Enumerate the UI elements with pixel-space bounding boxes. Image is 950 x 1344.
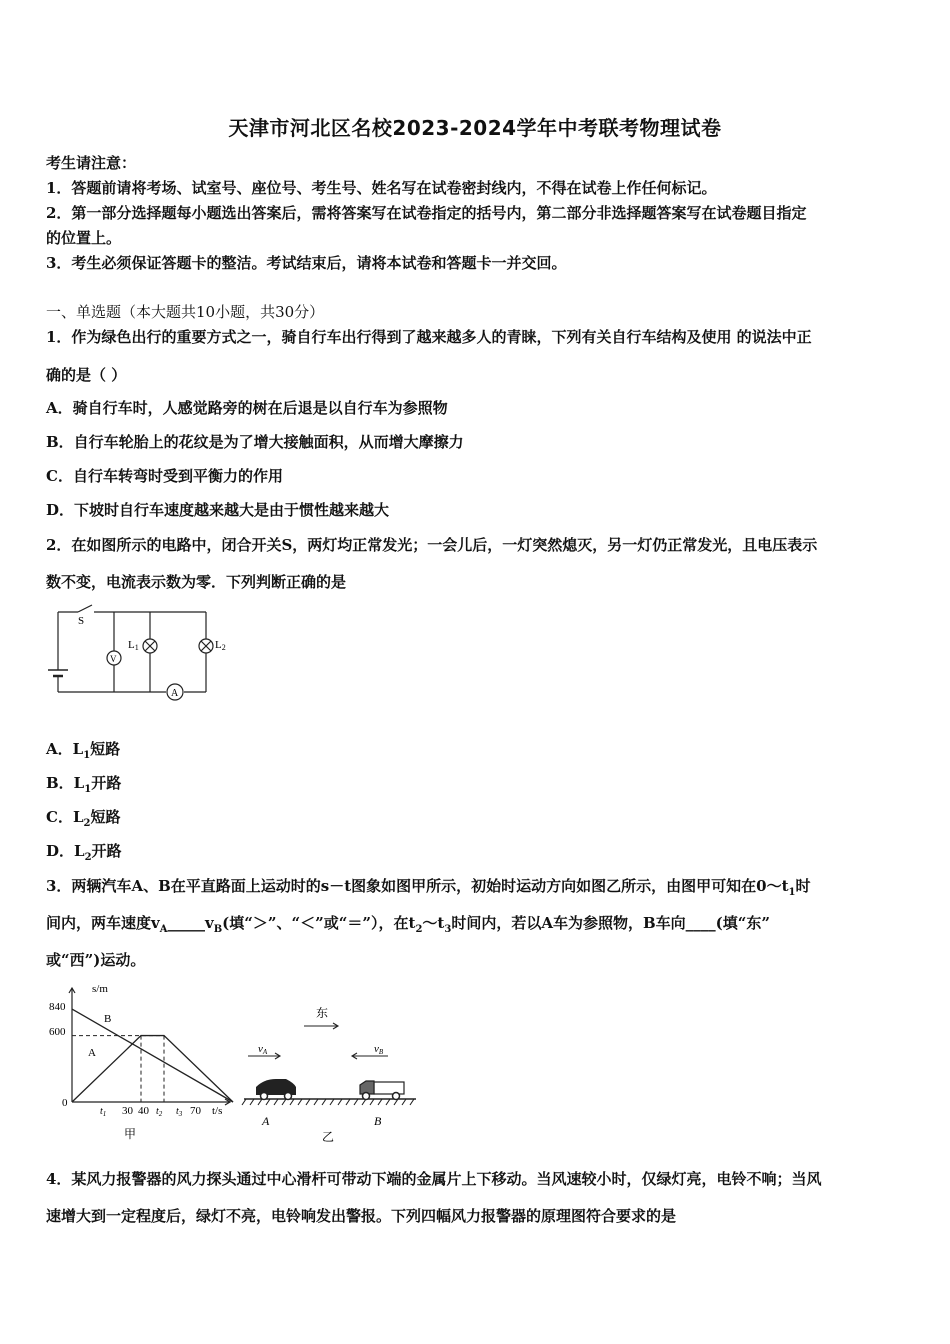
st-graph (44, 980, 234, 1145)
notice-item: 1．答题前请将考场、试室号、座位号、考生号、姓名写在试卷密封线内，不得在试卷上作任何标记。 (46, 179, 717, 197)
road-diagram (240, 995, 420, 1145)
y-axis-label: s/m (92, 983, 108, 995)
notice-item: 2．第一部分选择题每小题选出答案后，需将答案写在试卷指定的括号内，第二部分非选择题答案写在试卷题目指定 (46, 204, 807, 222)
notice-heading: 考生请注意： (46, 154, 137, 172)
question-4-stem: 4．某风力报警器的风力探头通过中心滑杆可带动下端的金属片上下移动。当风速较小时，仅绿灯亮，电铃不响；当风 (46, 1170, 822, 1188)
x-tick-label: $t_2$ (156, 1106, 163, 1118)
page-title: 天津市河北区名校2023-2024学年中考联考物理试卷 (228, 116, 722, 140)
lamp2-label: L2 (215, 639, 226, 652)
x-tick-label: $t_1$ (100, 1106, 107, 1118)
velocity-b-label: vB (374, 1043, 384, 1056)
question-2-stem: 2．在如图所示的电路中，闭合开关S，两灯均正常发光；一会儿后，一灯突然熄灭，另一灯仍正常发光，且电压表示 (46, 536, 818, 554)
option-c: C．自行车转弯时受到平衡力的作用 (46, 467, 283, 485)
ammeter-label: A (171, 688, 179, 699)
figure-caption: 甲 (124, 1127, 137, 1141)
option-a: A．$L_1$短路 (46, 740, 121, 761)
notice-item: 的位置上。 (46, 229, 122, 247)
question-3-stem-end: 或“西”)运动。 (46, 951, 146, 969)
circuit-diagram (44, 600, 244, 705)
series-line-b (72, 1009, 233, 1102)
east-label: 东 (316, 1006, 329, 1020)
question-1-stem: 1．作为绿色出行的重要方式之一，骑自行车出行得到了越来越多人的青睐，下列有关自行车结构及使用 的说法中正 (46, 328, 812, 346)
option-b: B．$L_1$开路 (46, 774, 122, 795)
question-3-stem: 3．两辆汽车A、B在平直路面上运动时的s－t图象如图甲所示，初始时运动方向如图乙所示，由图甲可知在$0\sim t_1$时 (46, 877, 811, 898)
series-line-a (72, 1036, 233, 1102)
x-tick-label: 30 (122, 1105, 133, 1117)
switch-label: S (78, 615, 85, 627)
x-axis-label: t/s (212, 1105, 223, 1117)
notice-item: 3．考生必须保证答题卡的整洁。考试结束后，请将本试卷和答题卡一并交回。 (46, 254, 567, 272)
y-tick-label: 0 (62, 1097, 68, 1109)
question-4-stem-cont: 速增大到一定程度后，绿灯不亮，电铃响发出警报。下列四幅风力报警器的原理图符合要求的是 (46, 1207, 677, 1225)
y-tick-label: 600 (49, 1026, 66, 1038)
x-tick-label: 70 (190, 1105, 201, 1117)
x-tick-label: $t_3$ (176, 1106, 183, 1118)
option-a: A．骑自行车时，人感觉路旁的树在后退是以自行车为参照物 (46, 399, 448, 417)
question-2-stem-cont: 数不变，电流表示数为零．下列判断正确的是 (46, 573, 347, 591)
question-3-stem-cont: 间内，两车速度$v_A\_\_\_\_\_v_B$(填“＞”、“＜”或“＝”），在$t_2\sim t_3$时间内，若以A车为参照物，B车向____(填“东” (46, 914, 770, 935)
car-b-label: B (374, 1114, 382, 1128)
car-a-label: A (262, 1114, 270, 1128)
section-heading: 一、单选题（本大题共10小题，共30分） (46, 303, 325, 321)
truck-b-icon (360, 1081, 404, 1100)
series-label-a: A (88, 1047, 96, 1059)
question-1-stem-cont: 确的是（ ） (46, 366, 127, 384)
y-tick-label: 840 (49, 1001, 66, 1013)
x-tick-label: 40 (138, 1105, 149, 1117)
voltmeter-label: V (110, 654, 117, 664)
lamp1-label: L1 (128, 639, 139, 652)
option-d: D．下坡时自行车速度越来越大是由于惯性越来越大 (46, 501, 390, 519)
car-a-icon (256, 1079, 296, 1100)
velocity-a-label: vA (258, 1043, 268, 1056)
figure-caption: 乙 (322, 1130, 335, 1144)
option-d: D．$L_2$开路 (46, 842, 122, 863)
option-c: C．$L_2$短路 (46, 808, 121, 829)
series-label-b: B (104, 1013, 112, 1025)
option-b: B．自行车轮胎上的花纹是为了增大接触面积，从而增大摩擦力 (46, 433, 464, 451)
